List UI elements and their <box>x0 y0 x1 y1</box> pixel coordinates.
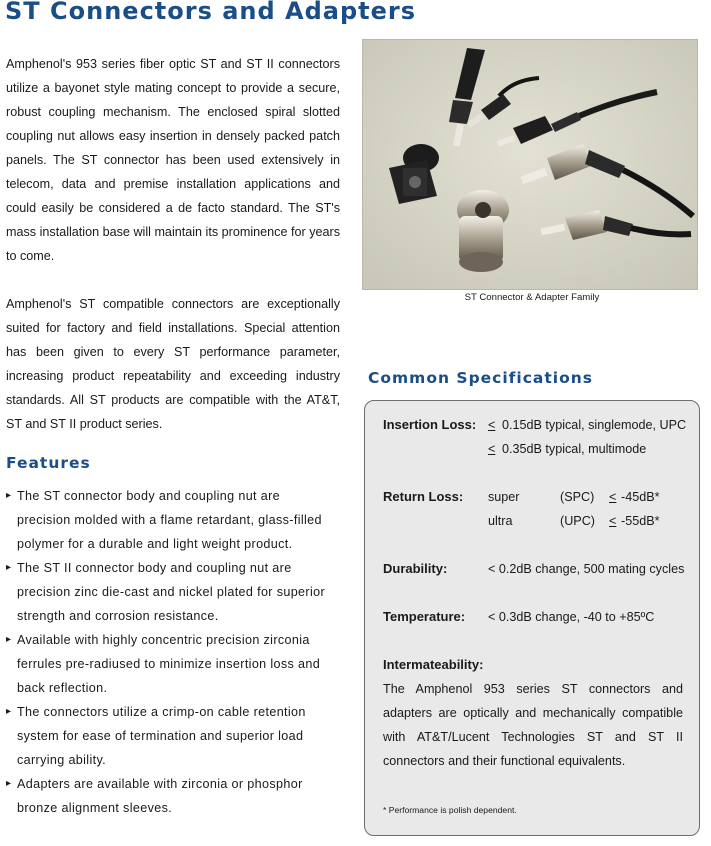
feature-text: The ST II connector body and coupling nut are precision zinc die-cast and nickel plated for superior strength and corrosion resistance. <box>17 561 326 623</box>
feature-text: The ST connector body and coupling nut are precision molded with a flame retardant, glass-filled polymer for a durable and light weight product. <box>17 489 322 551</box>
features-heading: Features <box>6 454 91 472</box>
return-loss-polish-1: (SPC) <box>560 490 595 504</box>
insertion-loss-value-1: 0.15dB typical, singlemode, UPC <box>502 418 687 432</box>
temperature-value: < 0.3dB change, -40 to +85ºC <box>488 610 655 624</box>
bullet-icon: ▸ <box>6 490 12 501</box>
insertion-loss-label: Insertion Loss: <box>383 417 477 432</box>
le-symbol: < <box>488 442 496 456</box>
durability-label: Durability: <box>383 561 448 576</box>
return-loss-label: Return Loss: <box>383 489 464 504</box>
feature-text: Available with highly concentric precision zirconia ferrules pre-radiused to minimize insertion loss and back reflection. <box>17 633 321 695</box>
page-title: ST Connectors and Adapters <box>5 0 417 25</box>
return-loss-type-1: super <box>488 490 520 504</box>
intro-paragraph-2: Amphenol's ST compatible connectors are exceptionally suited for factory and field installations. Special attention has been given to every ST performance parameter, increasing product repeatability and exceeding industry standards. All ST products are compatible with the AT&T, ST and ST II product series. <box>6 297 340 431</box>
intermateability-text: The Amphenol 953 series ST connectors and adapters are optically and mechanically compatible with AT&T/Lucent Technologies ST and ST II connectors and their functional equivalents. <box>383 682 683 768</box>
return-loss-type-2: ultra <box>488 514 513 528</box>
connector-illustration <box>363 40 697 289</box>
intro-paragraph-1: Amphenol's 953 series fiber optic ST and ST II connectors utilize a bayonet style mating concept to provide a secure, robust coupling mechanism. The enclosed spiral slotted coupling nut allows easy insertion in densely packed patch panels. The ST connector has been used extensively in telecom, data and premise installation applications and could easily be considered a de facto standard. The ST's mass installation base will maintain its prominence for years to come. <box>6 57 340 263</box>
intermateability-label: Intermateability: <box>383 657 484 672</box>
bullet-icon: ▸ <box>6 562 12 573</box>
list-item <box>6 556 336 628</box>
return-loss-value-2: -55dB* <box>621 514 660 528</box>
features-list <box>6 484 336 820</box>
return-loss-polish-2: (UPC) <box>560 514 595 528</box>
durability-value: < 0.2dB change, 500 mating cycles <box>488 562 685 576</box>
specs-heading: Common Specifications <box>368 369 594 387</box>
photo-caption: ST Connector & Adapter Family <box>464 292 600 303</box>
footnote: * Performance is polish dependent. <box>383 805 517 815</box>
feature-text: The connectors utilize a crimp-on cable retention system for ease of termination and superior load carrying ability. <box>17 705 306 767</box>
feature-text: Adapters are available with zirconia or phosphor bronze alignment sleeves. <box>17 777 303 815</box>
list-item <box>6 772 336 820</box>
list-item <box>6 484 336 556</box>
bullet-icon: ▸ <box>6 706 12 717</box>
le-symbol: < <box>609 514 617 528</box>
connector-photo <box>362 39 698 290</box>
bullet-icon: ▸ <box>6 778 12 789</box>
le-symbol: < <box>488 418 496 432</box>
insertion-loss-value-2: 0.35dB typical, multimode <box>502 442 647 456</box>
list-item <box>6 628 336 700</box>
intro-text <box>6 52 340 436</box>
return-loss-value-1: -45dB* <box>621 490 660 504</box>
list-item <box>6 700 336 772</box>
specs-box <box>364 400 700 836</box>
bullet-icon: ▸ <box>6 634 12 645</box>
le-symbol: < <box>609 490 617 504</box>
adapter-metal <box>457 190 509 272</box>
temperature-label: Temperature: <box>383 609 466 624</box>
